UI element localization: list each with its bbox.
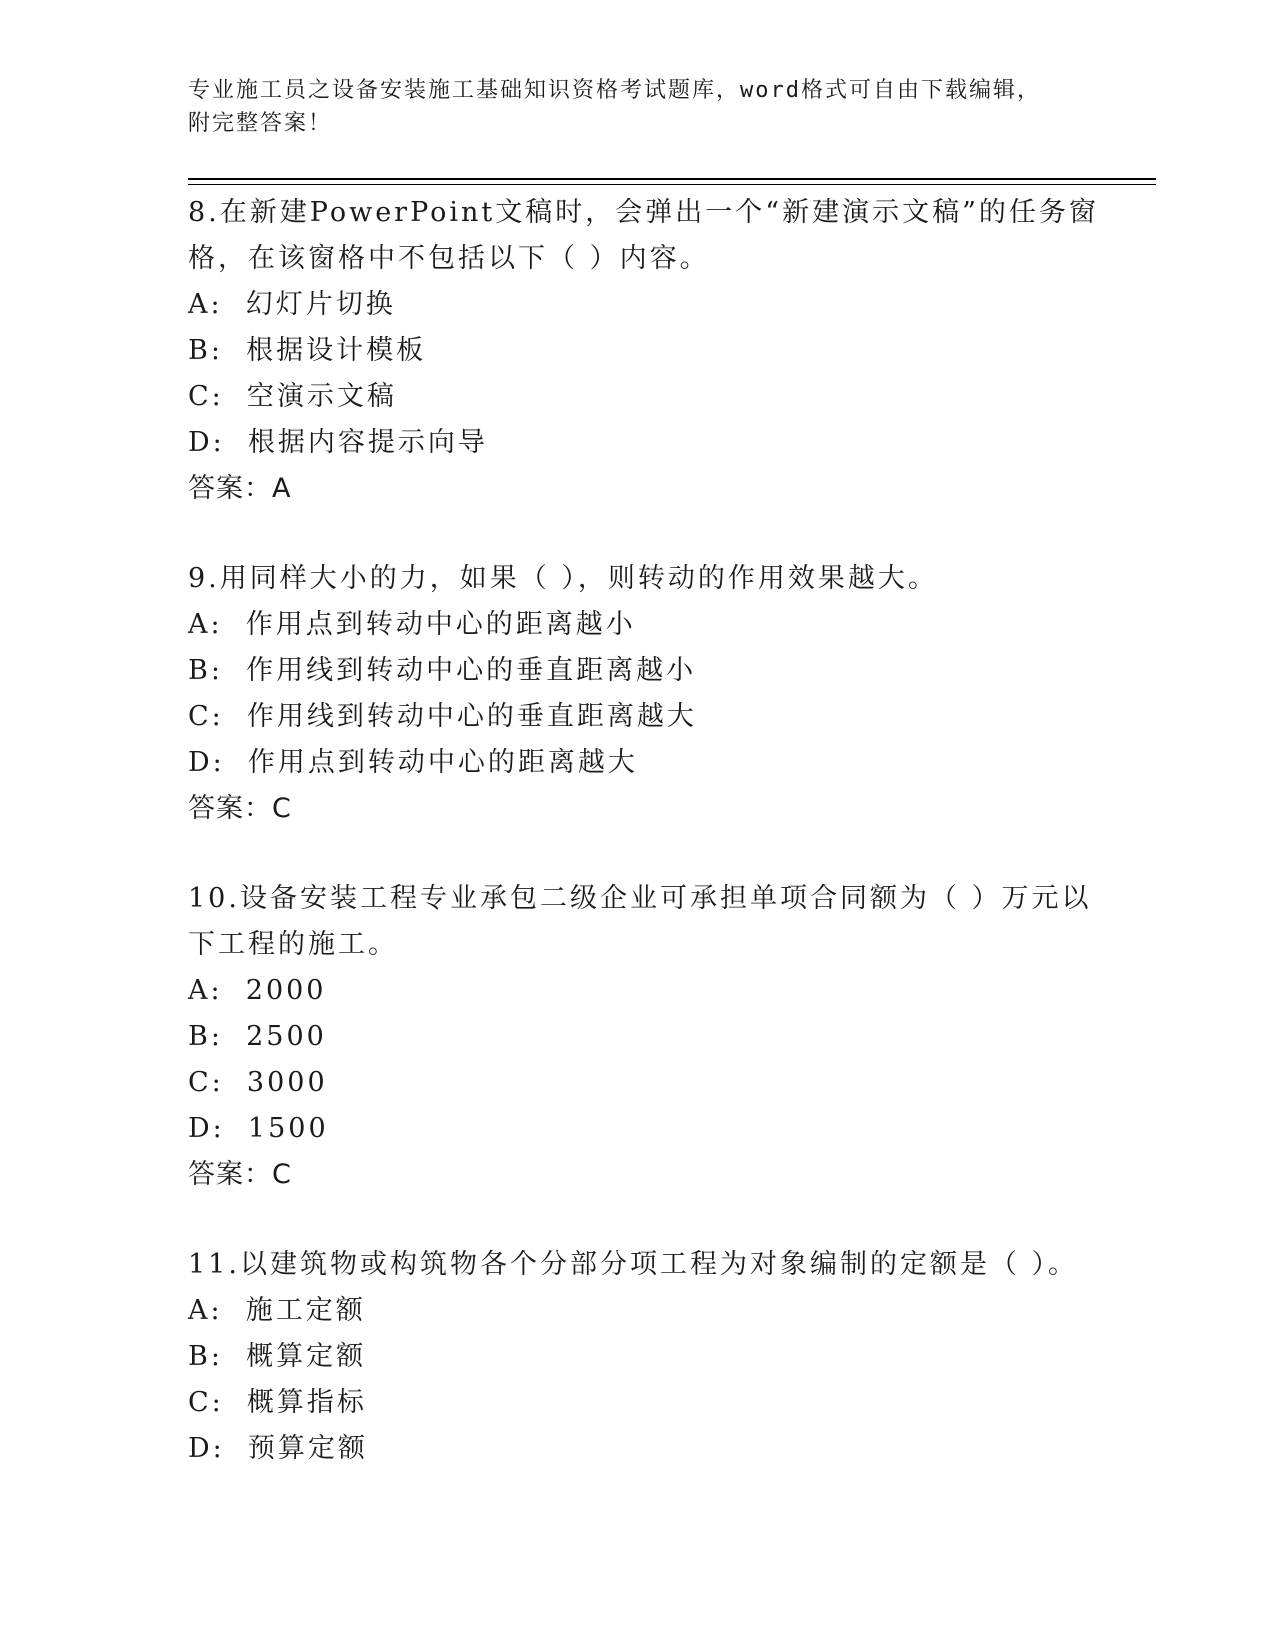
answer: 答案：A <box>188 473 292 504</box>
header-divider-top <box>188 178 1156 180</box>
question-text: 11.以建筑物或构筑物各个分部分项工程为对象编制的定额是（ ）。 <box>188 1249 1079 1280</box>
question-text: 9.用同样大小的力，如果（ ），则转动的作用效果越大。 <box>188 563 938 594</box>
header-divider-bottom <box>188 184 1156 185</box>
answer: 答案：C <box>188 793 292 824</box>
option-a: A: 施工定额 <box>188 1295 366 1326</box>
header-line-1: 专业施工员之设备安装施工基础知识资格考试题库，word格式可自由下载编辑， <box>188 78 1041 103</box>
option-a: A: 2000 <box>188 975 327 1006</box>
header-line-2: 附完整答案！ <box>188 111 333 136</box>
option-d: D: 1500 <box>188 1113 329 1144</box>
option-d: D: 作用点到转动中心的距离越大 <box>188 747 638 778</box>
question-8 <box>188 190 1128 512</box>
option-c: C: 3000 <box>188 1067 328 1098</box>
question-9 <box>188 556 1128 832</box>
option-b: B: 根据设计模板 <box>188 335 427 366</box>
question-text-continued: 下工程的施工。 <box>188 929 398 960</box>
option-c: C: 概算指标 <box>188 1387 367 1418</box>
option-b: B: 作用线到转动中心的垂直距离越小 <box>188 655 697 686</box>
option-a: A: 作用点到转动中心的距离越小 <box>188 609 636 640</box>
question-list <box>188 190 1128 1472</box>
option-d: D: 预算定额 <box>188 1433 368 1464</box>
question-text-continued: 格，在该窗格中不包括以下（ ）内容。 <box>188 243 710 274</box>
option-c: C: 空演示文稿 <box>188 381 397 412</box>
option-b: B: 概算定额 <box>188 1341 367 1372</box>
answer: 答案：C <box>188 1159 292 1190</box>
option-c: C: 作用线到转动中心的垂直距离越大 <box>188 701 697 732</box>
question-text: 8.在新建PowerPoint文稿时，会弹出一个“新建演示文稿”的任务窗 <box>188 197 1099 228</box>
option-b: B: 2500 <box>188 1021 327 1052</box>
question-11 <box>188 1242 1128 1472</box>
document-header <box>188 74 1088 140</box>
option-d: D: 根据内容提示向导 <box>188 427 488 458</box>
option-a: A: 幻灯片切换 <box>188 289 396 320</box>
question-text: 10.设备安装工程专业承包二级企业可承担单项合同额为（ ）万元以 <box>188 883 1092 914</box>
question-10 <box>188 876 1128 1198</box>
